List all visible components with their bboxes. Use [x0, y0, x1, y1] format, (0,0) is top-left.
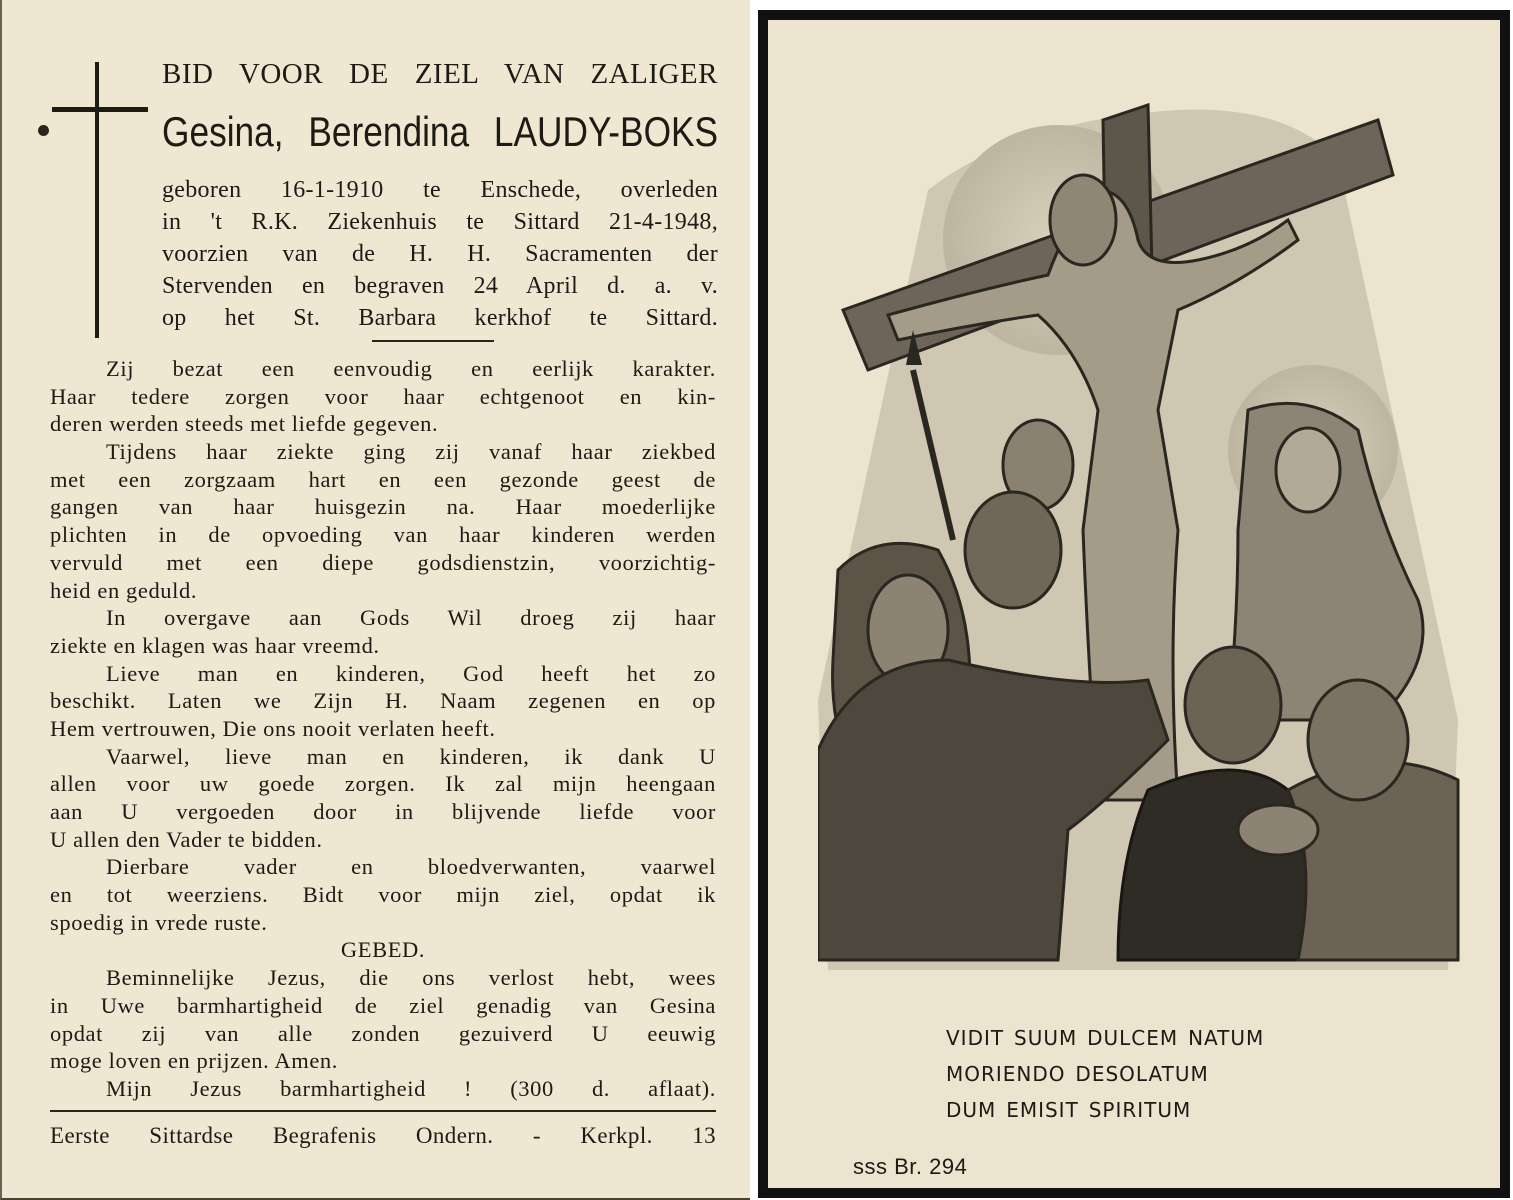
publisher-code: sss Br. 294: [853, 1154, 968, 1179]
biographical-info: [162, 174, 718, 334]
text-line: deren werden steeds met liefde gegeven.: [50, 411, 439, 437]
text-line: met een zorgzaam hart en een gezonde geest de: [50, 466, 716, 492]
verse-line: vidit suum dulcem natum: [946, 1019, 1265, 1052]
crucifixion-illustration: [818, 100, 1468, 980]
text-line: U allen den Vader te bidden.: [50, 826, 323, 852]
deceased-name: Gesina, Berendina LAUDY-BOKS: [162, 108, 719, 155]
eulogy-text: [50, 355, 716, 1103]
memorial-card-image-side: [758, 10, 1510, 1198]
dice-hands: [1238, 805, 1318, 855]
card-heading: BID VOOR DE ZIEL VAN ZALIGER: [162, 58, 718, 90]
verse-line: moriendo desolatum: [946, 1055, 1209, 1088]
right-man-head: [1308, 680, 1408, 800]
text-line: heid en geduld.: [50, 577, 198, 603]
text-line: Zij bezat een eenvoudig en eerlijk karakter.: [106, 356, 716, 381]
image-side-panel: [768, 20, 1500, 1188]
punch-hole: [38, 125, 49, 136]
mary-face: [1276, 428, 1340, 512]
prayer-heading: GEBED.: [340, 937, 426, 963]
indulgence-line: Mijn Jezus barmhartigheid ! (300 d. aflaat).: [106, 1075, 716, 1101]
bearded-man-head: [965, 492, 1061, 608]
text-line: Vaarwel, lieve man en kinderen, ik dank U: [106, 743, 716, 769]
info-line: voorzien van de H. H. Sacramenten der: [162, 241, 718, 267]
latin-verse: [946, 1018, 1264, 1126]
text-line: plichten in de opvoeding van haar kinderen werden: [50, 522, 716, 548]
info-line: geboren 16-1-1910 te Enschede, overleden: [162, 177, 718, 203]
text-line: Dierbare vader en bloedverwanten, vaarwel: [106, 854, 716, 880]
text-line: vervuld met een diepe godsdienstzin, voorzichtig-: [50, 549, 716, 575]
section-divider: [372, 340, 494, 342]
info-line: Stervenden en begraven 24 April d. a. v.: [162, 273, 718, 299]
text-line: aan U vergoeden door in blijvende liefde voor: [50, 799, 716, 824]
text-line: moge loven en prijzen. Amen.: [50, 1048, 338, 1074]
verse-line: dum emisit spiritum: [946, 1091, 1192, 1124]
footer-divider: [50, 1110, 716, 1112]
text-line: ziekte en klagen was haar vreemd.: [50, 632, 380, 658]
text-line: Hem vertrouwen, Die ons nooit verlaten heeft.: [50, 715, 496, 741]
info-line: in 't R.K. Ziekenhuis te Sittard 21-4-1948,: [162, 209, 718, 235]
text-line: in Uwe barmhartigheid de ziel genadig van Gesina: [50, 992, 716, 1018]
info-line: op het St. Barbara kerkhof te Sittard.: [162, 305, 718, 331]
text-line: beschikt. Laten we Zijn H. Naam zegenen en op: [50, 688, 716, 714]
text-line: Lieve man en kinderen, God heeft het zo: [106, 660, 716, 686]
text-line: gangen van haar huisgezin na. Haar moederlijke: [50, 494, 716, 520]
cross-horizontal-bar: [52, 107, 148, 112]
cross-vertical-bar: [95, 62, 99, 338]
text-line: en tot weerziens. Bidt voor mijn ziel, opdat ik: [50, 882, 716, 908]
text-line: Beminnelijke Jezus, die ons verlost hebt, wees: [106, 965, 716, 991]
text-line: In overgave aan Gods Wil droeg zij haar: [106, 605, 716, 631]
text-line: spoedig in vrede ruste.: [50, 909, 268, 935]
christ-head: [1050, 175, 1116, 265]
text-line: opdat zij van alle zonden gezuiverd U eeuwig: [50, 1020, 716, 1046]
text-line: Tijdens haar ziekte ging zij vanaf haar ziekbed: [106, 439, 716, 465]
text-line: allen voor uw goede zorgen. Ik zal mijn heengaan: [50, 771, 716, 797]
dice-player-head: [1185, 647, 1281, 763]
memorial-card-text-side: [0, 0, 750, 1200]
text-line: Haar tedere zorgen voor haar echtgenoot en kin-: [50, 383, 716, 409]
undertaker-footer: Eerste Sittardse Begrafenis Ondern. - Kerkpl. 13: [50, 1123, 716, 1148]
